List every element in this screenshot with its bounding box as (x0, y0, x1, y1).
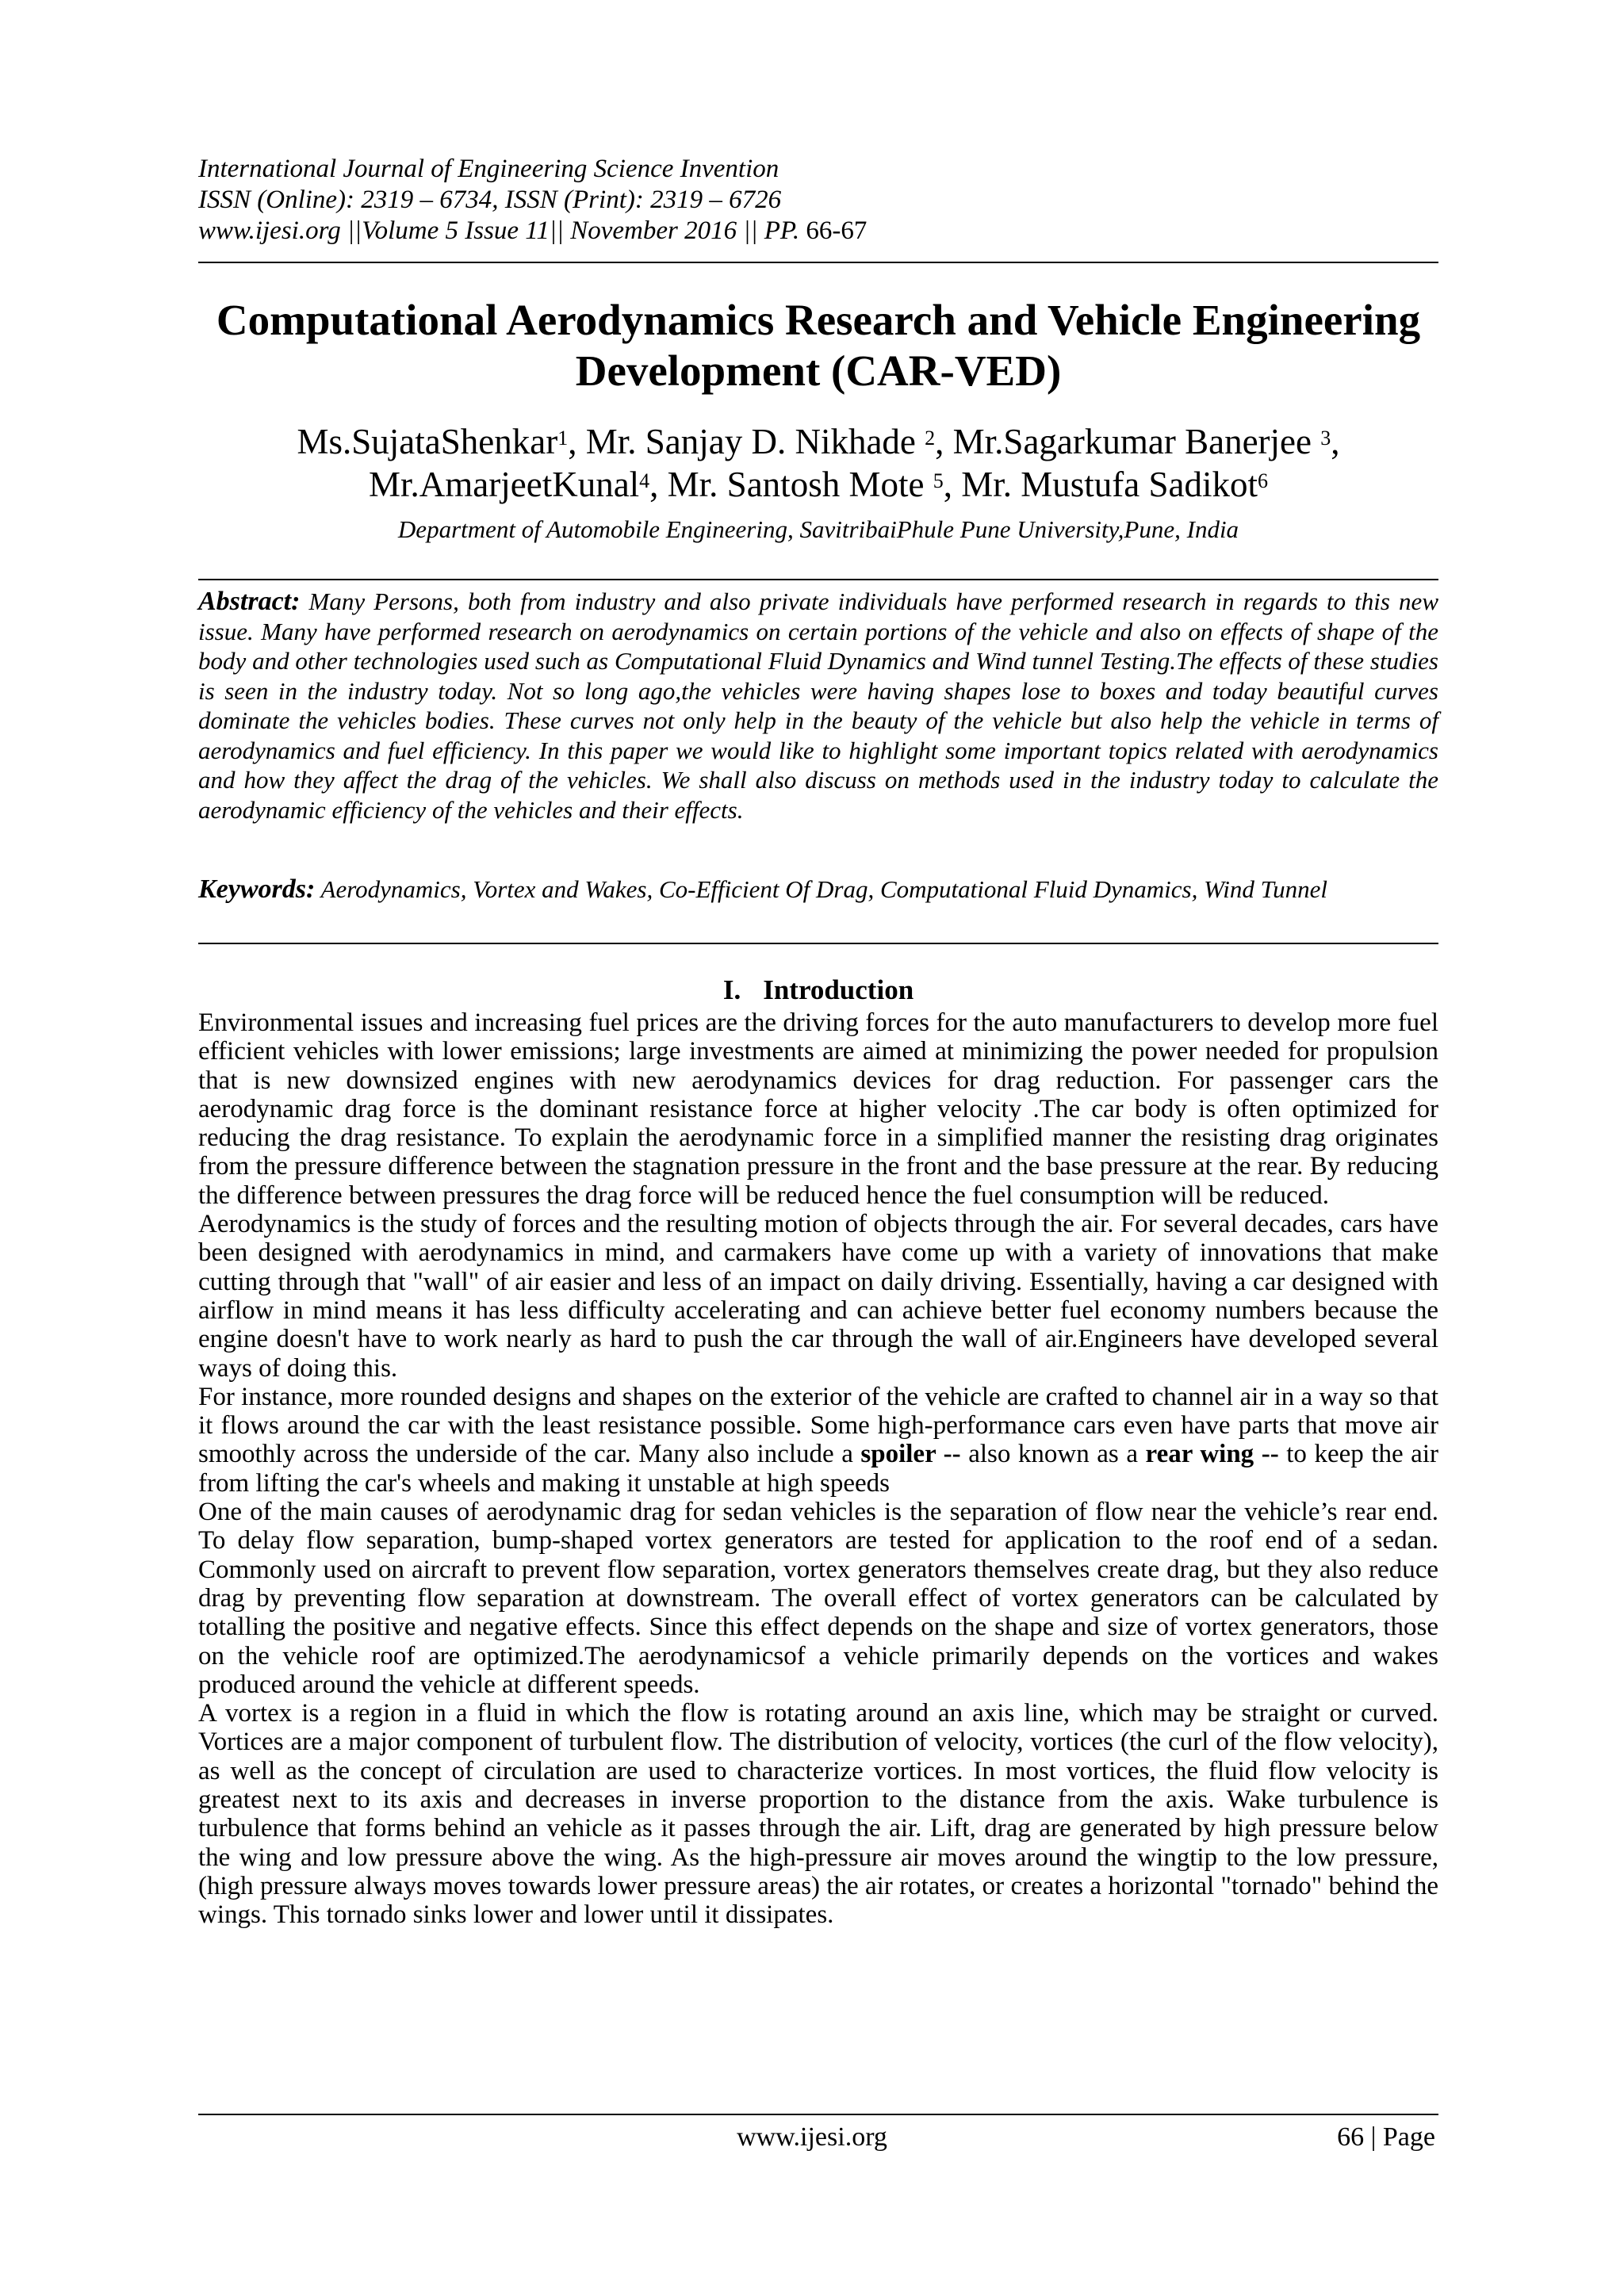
author-line-2 (198, 463, 1438, 506)
author-name: Mr.AmarjeetKunal (369, 465, 640, 504)
footer-page-number: 66 | Page (1337, 2122, 1435, 2152)
paragraph: Aerodynamics is the study of forces and the resulting motion of objects through the air. For several decades, cars have been designed with aerodynamics in mind, and carmakers have come up with a variety of innovations that make cutting through that "wall" of air easier and less of an impact on daily driving. Essentially, having a car designed with airflow in mind means it has less difficulty accelerating and can achieve better fuel economy numbers because the engine doesn't have to work nearly as hard to push the car through the wall of air.Engineers have developed several ways of doing this. (198, 1210, 1438, 1383)
author-separator: , (649, 465, 668, 504)
keywords-label: Keywords: (198, 874, 316, 904)
section-number: I. (722, 974, 741, 1005)
author-affiliation-mark: 4 (639, 469, 650, 492)
journal-header (198, 154, 1438, 247)
author-affiliation: Department of Automobile Engineering, SavitribaiPhule Pune University,Pune, India (397, 515, 1239, 543)
footer-rule (198, 2114, 1438, 2115)
author-separator: , (1331, 422, 1340, 461)
paragraph: A vortex is a region in a fluid in which the flow is rotating around an axis line, which may be straight or curved. Vortices are a major component of turbulent flow. The distribution of velocity, vortices (the curl of the flow velocity), as well as the concept of circulation are used to characterize vortices. In most vortices, the fluid flow velocity is greatest next to its axis and decreases in inverse proportion to the distance from the axis. Wake turbulence is turbulence that forms behind an vehicle as it passes through the air. Lift, drag are generated by high pressure below the wing and low pressure above the wing. As the high-pressure air moves around the wingtip to the low pressure, (high pressure always moves towards lower pressure areas) the air rotates, or creates a horizontal "tornado" behind the wings. This tornado sinks lower and lower until it dissipates. (198, 1699, 1438, 1930)
abstract-text: Many Persons, both from industry and also private individuals have performed research in regards to this new issue. Many have performed research on aerodynamics on certain portions of the vehicle and also on effects of shape of the body and other technologies used such as Computational Fluid Dynamics and Wind tunnel Testing.The effects of these studies is seen in the industry today. Not so long ago,the vehicles were having shapes lose to boxes and today beautiful curves dominate the vehicles bodies. These curves not only help in the beauty of the vehicle but also help the vehicle in terms of aerodynamics and fuel efficiency. In this paper we would like to highlight some important topics related with aerodynamics and how they affect the drag of the vehicles. We shall also discuss on methods used in the industry today to calculate the aerodynamic efficiency of the vehicles and their effects. (198, 587, 1438, 824)
author-name: Ms.SujataShenkar (297, 422, 558, 461)
journal-volume: www.ijesi.org ||Volume 5 Issue 11|| November 2016 || PP. (198, 216, 800, 245)
author-name: Mr. Sanjay D. Nikhade (585, 422, 925, 461)
author-name: Mr. Santosh Mote (667, 465, 933, 504)
paragraph-text: also known as a (960, 1440, 1146, 1469)
keywords-text: Aerodynamics, Vortex and Wakes, Co-Efficient Of Drag, Computational Fluid Dynamics, Wind Tunnel (320, 875, 1327, 903)
paragraph (198, 1383, 1438, 1498)
author-affiliation-mark: 3 (1320, 427, 1331, 450)
introduction-body (198, 1008, 1438, 1930)
author-separator: , (935, 422, 953, 461)
author-list (198, 420, 1438, 506)
abstract-top-rule (198, 579, 1438, 580)
author-affiliation-mark: 1 (557, 427, 569, 450)
footer-website: www.ijesi.org (737, 2122, 887, 2152)
paragraph-text: For instance, more rounded designs and shapes on the exterior of the vehicle are crafted to channel air in a way so that it flows around the car with the least resistance possible. Some high-performance cars even have parts that move air smoothly across the underside of the car. Many also include a (198, 1382, 1438, 1469)
author-affiliation-mark: 6 (1257, 469, 1268, 492)
paper-title-line-1: Computational Aerodynamics Research and Vehicle Engineering (216, 296, 1421, 344)
journal-pages: 66-67 (806, 216, 868, 245)
section-title: Introduction (763, 974, 914, 1005)
author-separator: , (568, 422, 586, 461)
abstract (198, 587, 1438, 825)
bold-term: spoiler -- (860, 1440, 961, 1469)
paragraph: Environmental issues and increasing fuel prices are the driving forces for the auto manufacturers to develop more fuel efficient vehicles with lower emissions; large investments are aimed at minimizing the power needed for propulsion that is new downsized engines with new aerodynamics devices for drag reduction. For passenger cars the aerodynamic drag force is the dominant resistance force at higher velocity .The car body is often optimized for reducing the drag resistance. To explain the aerodynamic force in a simplified manner the resisting drag originates from the pressure difference between the stagnation pressure in the front and the base pressure at the rear. By reducing the difference between pressures the drag force will be reduced hence the fuel consumption will be reduced. (198, 1008, 1438, 1210)
author-separator: , (943, 465, 962, 504)
abstract-label: Abstract: (198, 587, 301, 616)
section-heading (198, 974, 1438, 1007)
journal-volume-line (198, 216, 1438, 247)
paper-title-line-2: Development (CAR-VED) (575, 346, 1062, 395)
header-rule (198, 262, 1438, 263)
paragraph: One of the main causes of aerodynamic drag for sedan vehicles is the separation of flow near the vehicle’s rear end. To delay flow separation, bump-shaped vortex generators are tested for application to the roof end of a sedan. Commonly used on aircraft to prevent flow separation, vortex generators themselves create drag, but they also reduce drag by preventing flow separation at downstream. The overall effect of vortex generators can be calculated by totalling the positive and negative effects. Since this effect depends on the shape and size of vortex generators, those on the vehicle roof are optimized.The aerodynamicsof a vehicle primarily depends on the vortices and wakes produced around the vehicle at different speeds. (198, 1498, 1438, 1699)
keywords (198, 874, 1438, 904)
author-name: Mr. Mustufa Sadikot (961, 465, 1258, 504)
keywords-bottom-rule (198, 943, 1438, 944)
journal-name: International Journal of Engineering Science Invention (198, 155, 779, 183)
paper-title (198, 295, 1438, 396)
author-line-1 (198, 420, 1438, 463)
bold-term: rear wing -- (1145, 1440, 1279, 1469)
author-affiliation-mark: 5 (933, 469, 944, 492)
author-affiliation-mark: 2 (925, 427, 936, 450)
journal-issn: ISSN (Online): 2319 – 6734, ISSN (Print): 2319 – 6726 (198, 186, 782, 214)
author-name: Mr.Sagarkumar Banerjee (952, 422, 1321, 461)
paragraph-text: to keep the air from lifting the car's wheels and making it unstable at high speeds (198, 1440, 1438, 1498)
